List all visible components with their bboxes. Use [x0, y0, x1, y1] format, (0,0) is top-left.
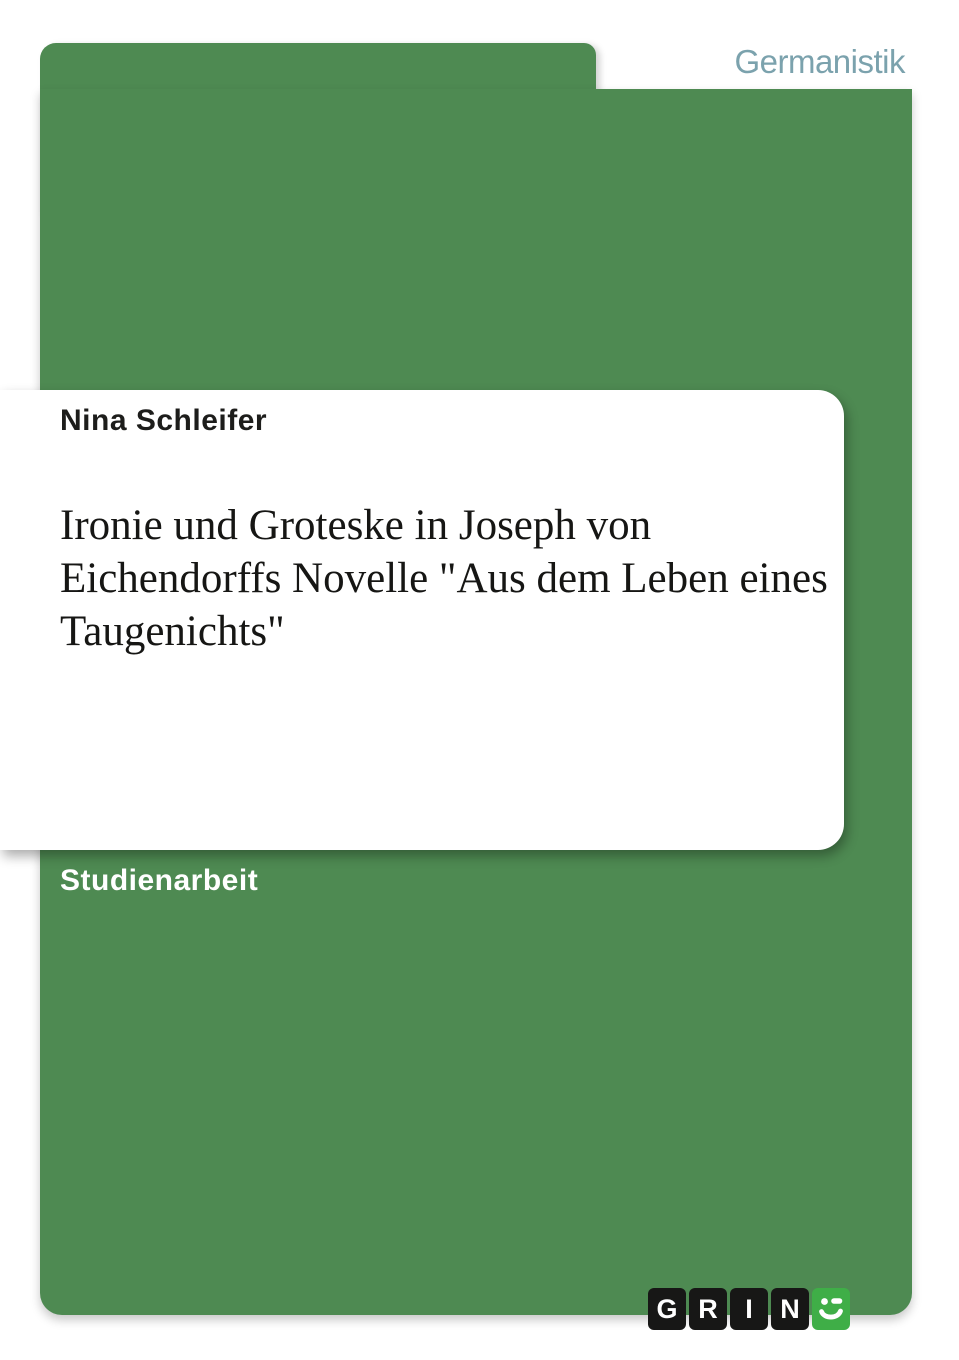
grin-logo — [648, 1288, 850, 1330]
grin-letter-n: N — [780, 1293, 800, 1324]
category-label: Germanistik — [734, 43, 905, 80]
grin-letter-i: I — [745, 1293, 753, 1324]
grin-letter-tile-n — [771, 1288, 809, 1330]
grin-letter-g: G — [656, 1293, 678, 1324]
grin-letter-tile-i — [730, 1288, 768, 1330]
grin-letter-tile-g — [648, 1288, 686, 1330]
book-title: Ironie und Groteske in Joseph von Eichendorffs Novelle "Aus dem Leben eines Taugenichts" — [60, 502, 828, 655]
smiley-tile — [812, 1288, 850, 1330]
author-name: Nina Schleifer — [60, 404, 268, 437]
grin-letter-r: R — [698, 1293, 718, 1324]
document-type-label: Studienarbeit — [60, 864, 259, 897]
title-card — [0, 390, 844, 850]
smiley-icon — [812, 1288, 850, 1330]
grin-letter-tile-r — [689, 1288, 727, 1330]
